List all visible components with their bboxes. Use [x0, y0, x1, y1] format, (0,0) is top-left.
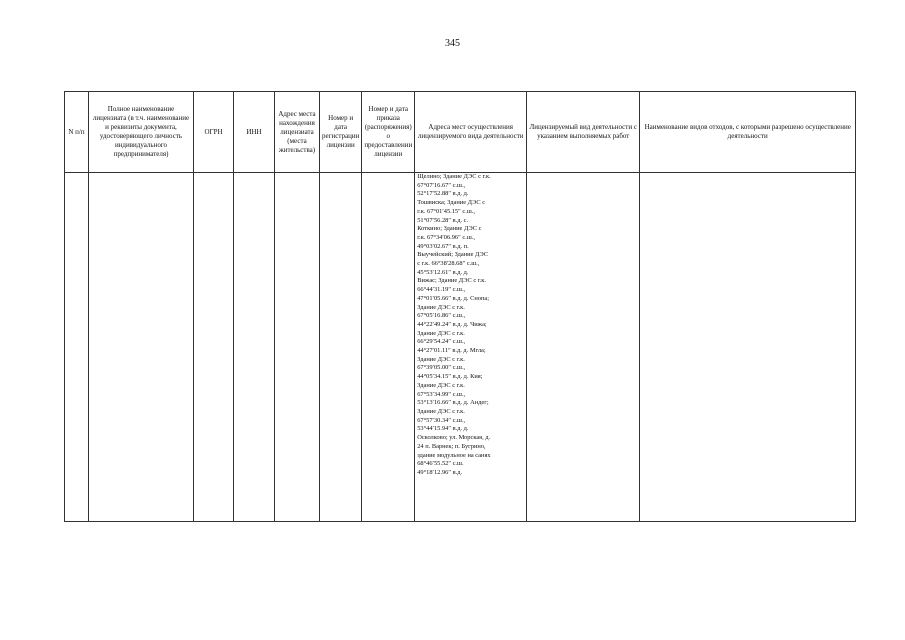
address-line: 66°29′54.24″ с.ш.,: [417, 338, 466, 346]
cell-order: [362, 173, 415, 522]
table-row: [65, 173, 856, 522]
address-line: Здание ДЭС с г.к.: [417, 407, 465, 415]
license-table: [64, 91, 856, 522]
address-line: 49°03′02.67″ в.д. п.: [417, 242, 469, 250]
address-line: Здание ДЭС с г.к.: [417, 381, 465, 389]
header-registration: Номер и дата регистрации лицензии: [320, 92, 362, 173]
address-line: Здание ДЭС с г.к.: [417, 355, 465, 363]
address-line: здание модульное на санях: [417, 451, 491, 459]
address-line: 67°39′05.00″ с.ш.,: [417, 364, 466, 372]
address-line: 53°13′16.66″ в.д. д. Андег;: [417, 399, 489, 407]
address-line: Вижас; Здание ДЭС с г.к.: [417, 277, 486, 285]
address-line: 67°07′16.67″ с.ш.,: [417, 181, 466, 189]
cell-activity-type: [527, 173, 640, 522]
cell-waste-types: [640, 173, 856, 522]
cell-registration: [320, 173, 362, 522]
cell-num: [65, 173, 89, 522]
address-line: 68°46′55.52″ с.ш.: [417, 460, 464, 468]
address-line: 47°01′05.66″ в.д. д. Снопа;: [417, 294, 490, 302]
address-line: 24 п. Варнек; п. Бугрино,: [417, 442, 486, 450]
address-line: Выучейский; Здание ДЭС: [417, 251, 488, 259]
page-number: 345: [445, 38, 460, 49]
header-waste-types: Наименование видов отходов, с которыми разрешено осуществление деятельности: [640, 92, 856, 173]
address-line: г.к. 67°34′06.96″ с.ш.,: [417, 233, 475, 241]
address-line: 67°57′30.34″ с.ш.,: [417, 416, 466, 424]
header-licensee-name: Полное наименование лицензиата (в т.ч. наименование и реквизиты документа, удостоверяющего личность индивидуального предпринимателя): [89, 92, 194, 173]
address-line: 44°05′34.15″ в.д. д. Кия;: [417, 373, 483, 381]
address-line: 52°17′52.88″ в.д. д.: [417, 190, 469, 198]
address-line: Осколково; ул. Морская, д.: [417, 434, 491, 442]
header-address: Адрес места нахождения лицензиата (места жительства): [275, 92, 320, 173]
header-num: N п/п: [65, 92, 89, 173]
address-line: с г.к. 66°38′28.68″ с.ш.,: [417, 260, 480, 268]
header-activity-type: Лицензируемый вид деятельности с указанием выполняемых работ: [527, 92, 640, 173]
table-header-row: [65, 92, 856, 173]
address-line: Коткино; Здание ДЭС с: [417, 225, 482, 233]
address-line: Здание ДЭС с г.к.: [417, 303, 465, 311]
cell-licensee-name: [89, 173, 194, 522]
address-line: Здание ДЭС с г.к.: [417, 329, 465, 337]
address-line: 67°53′34.99″ с.ш.,: [417, 390, 466, 398]
address-line: 53°44′15.94″ в.д. д.: [417, 425, 469, 433]
header-inn: ИНН: [234, 92, 275, 173]
address-line: 66°44′31.19″ с.ш.,: [417, 286, 466, 294]
cell-address: [275, 173, 320, 522]
cell-inn: [234, 173, 275, 522]
address-line: Щелино; Здание ДЭС с г.к.: [417, 173, 491, 180]
address-line: г.к. 67°01′45.15″ с.ш.,: [417, 207, 475, 215]
header-activity-addresses: Адреса мест осуществления лицензируемого вида деятельности: [415, 92, 527, 173]
address-line: 67°05′16.86″ с.ш.,: [417, 312, 466, 320]
address-line: 51°07′56.28″ в.д. с.: [417, 216, 469, 224]
address-line: 45°53′12.61″ в.д. д.: [417, 268, 469, 276]
address-line: 49°18′12.96″ в.д.: [417, 468, 463, 476]
address-line: 44°27′01.11″ в.д. д. Мгла;: [417, 347, 486, 355]
cell-ogrn: [194, 173, 234, 522]
header-order: Номер и дата приказа (распоряжения) о предоставлении лицензии: [362, 92, 415, 173]
address-line: 44°22′49.24″ в.д. д. Чижа;: [417, 320, 487, 328]
header-ogrn: ОГРН: [194, 92, 234, 173]
address-line: Тошвиска; Здание ДЭС с: [417, 199, 486, 207]
cell-activity-addresses: [415, 173, 527, 522]
